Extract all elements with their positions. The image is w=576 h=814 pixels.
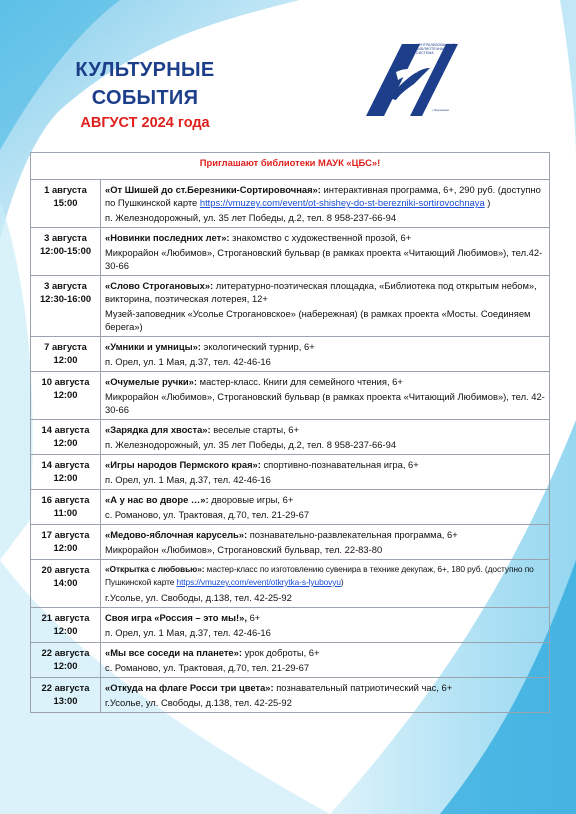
event-date-cell — [31, 608, 101, 643]
event-date-cell — [31, 180, 101, 228]
event-row — [31, 490, 550, 525]
event-location: п. Орел, ул. 1 Мая, д.37, тел. 42-46-16 — [105, 474, 271, 485]
event-info-cell — [101, 420, 550, 455]
event-description — [105, 279, 545, 305]
banner-text: Приглашают библиотеки МАУК «ЦБС»! — [31, 153, 550, 180]
event-info-cell — [101, 608, 550, 643]
event-details: дворовые игры, 6+ — [208, 494, 294, 505]
event-description — [105, 528, 545, 541]
event-title: «Откуда на флаге Росси три цвета»: — [105, 682, 274, 693]
event-info-cell — [101, 525, 550, 560]
event-location: Музей-заповедник «Усолье Строгановское» (набережная) (в рамках проекта «Мосты. Соединяем берега») — [105, 308, 531, 332]
event-time: 12:00 — [53, 354, 78, 365]
event-title: Своя игра «Россия – это мы!», — [105, 612, 247, 623]
event-details: 6+ — [246, 612, 261, 623]
event-date-cell — [31, 643, 101, 678]
event-date: 14 августа — [41, 424, 90, 435]
event-details: мастер-класс по изготовлению сувенира в технике декупаж, 6+, 180 руб. (доступно по Пушкинской карте — [105, 564, 534, 587]
event-date-cell — [31, 560, 101, 608]
event-time: 14:00 — [53, 577, 78, 588]
event-date: 14 августа — [41, 459, 90, 470]
event-location: Микрорайон «Любимов», Строгановский бульвар (в рамках проекта «Читающий Любимов»), тел. 42-30-66 — [105, 391, 545, 415]
event-date: 3 августа — [44, 280, 87, 291]
event-location: п. Орел, ул. 1 Мая, д.37, тел. 42-46-16 — [105, 627, 271, 638]
event-details-end: ) — [340, 577, 344, 587]
event-details: спортивно-познавательная игра, 6+ — [260, 459, 419, 470]
event-description — [105, 423, 545, 436]
event-time: 13:00 — [53, 695, 78, 706]
event-location: п. Орел, ул. 1 Мая, д.37, тел. 42-46-16 — [105, 356, 271, 367]
event-row — [31, 643, 550, 678]
event-description — [105, 493, 545, 506]
pushkin-card-link[interactable]: https://vmuzey.com/event/ot-shishey-do-st-berezniki-sortirovochnaya — [199, 197, 485, 208]
event-location: г.Усолье, ул. Свободы, д.138, тел. 42-25-92 — [105, 592, 292, 603]
event-time: 12:00 — [53, 625, 78, 636]
event-details-end: ) — [484, 197, 491, 208]
event-date: 21 августа — [41, 612, 90, 623]
event-date: 17 августа — [41, 529, 90, 540]
event-title: «А у нас во дворе …»: — [105, 494, 209, 505]
event-title: «Очумелые ручки»: — [105, 376, 198, 387]
event-row — [31, 228, 550, 276]
period-label: АВГУСТ 2024 года — [80, 115, 210, 131]
event-details: литературно-поэтическая площадка, «Библиотека под открытым небом», викторина, поэтическая лотерея, 12+ — [105, 280, 537, 304]
logo-city-text: г. Березники — [432, 108, 449, 112]
event-time: 12:00-15:00 — [39, 245, 92, 256]
event-info-cell — [101, 228, 550, 276]
title-line-2: СОБЫТИЯ — [91, 87, 199, 109]
event-time: 11:00 — [53, 507, 78, 518]
event-time: 15:00 — [53, 197, 78, 208]
event-date: 22 августа — [41, 682, 90, 693]
event-date-cell — [31, 372, 101, 420]
event-details: веселые старты, 6+ — [210, 424, 299, 435]
event-details: познавательный патриотический час, 6+ — [273, 682, 453, 693]
event-date-cell — [31, 490, 101, 525]
event-location: Микрорайон «Любимов», Строгановский бульвар, тел. 22-83-80 — [105, 544, 383, 555]
event-date-cell — [31, 525, 101, 560]
event-location: п. Железнодорожный, ул. 35 лет Победы, д.2, тел. 8 958-237-66-94 — [105, 439, 397, 450]
event-info-cell — [101, 180, 550, 228]
event-row — [31, 560, 550, 608]
events-table — [30, 152, 550, 713]
event-info-cell — [101, 643, 550, 678]
event-row — [31, 180, 550, 228]
event-date-cell — [31, 228, 101, 276]
event-description — [105, 375, 545, 388]
event-title: «Медово-яблочная карусель»: — [105, 529, 248, 540]
event-date-cell — [31, 678, 101, 713]
event-time: 12:30-16:00 — [39, 293, 92, 304]
banner-row — [31, 153, 550, 180]
event-details: урок доброты, 6+ — [241, 647, 320, 658]
event-title: «От Шишей до ст.Березники-Сортировочная»: — [105, 184, 321, 195]
event-time: 12:00 — [53, 389, 78, 400]
event-title: «Мы все соседи на планете»: — [105, 647, 242, 658]
event-details: знакомство с художественной прозой, 6+ — [229, 232, 412, 243]
pushkin-card-link[interactable]: https://vmuzey.com/event/otkrytka-s-lyubovyu — [176, 577, 341, 587]
event-details: познавательно-развлекательная программа, 6+ — [247, 529, 458, 540]
event-description — [105, 611, 545, 624]
event-date: 22 августа — [41, 647, 90, 658]
event-description — [105, 458, 545, 471]
event-description — [105, 231, 545, 244]
event-date-cell — [31, 276, 101, 337]
event-date: 10 августа — [41, 376, 90, 387]
event-title: «Игры народов Пермского края»: — [105, 459, 261, 470]
event-date: 16 августа — [41, 494, 90, 505]
event-info-cell — [101, 276, 550, 337]
event-row — [31, 678, 550, 713]
event-info-cell — [101, 560, 550, 608]
event-date: 7 августа — [44, 341, 87, 352]
event-title: «Открытка с любовью»: — [105, 564, 205, 574]
event-row — [31, 525, 550, 560]
event-details: мастер-класс. Книги для семейного чтения, 6+ — [197, 376, 403, 387]
event-location: г.Усолье, ул. Свободы, д.138, тел. 42-25-92 — [105, 697, 292, 708]
event-row — [31, 372, 550, 420]
event-date-cell — [31, 337, 101, 372]
event-details: интерактивная программа, 6+, 290 руб. (доступно по Пушкинской карте — [105, 184, 541, 208]
event-row — [31, 608, 550, 643]
event-location: с. Романово, ул. Трактовая, д.70, тел. 21-29-67 — [105, 662, 310, 673]
event-description — [105, 563, 545, 589]
event-description — [105, 646, 545, 659]
event-date-cell — [31, 420, 101, 455]
event-description — [105, 340, 545, 353]
event-date-cell — [31, 455, 101, 490]
event-date: 1 августа — [44, 184, 87, 195]
event-date: 3 августа — [44, 232, 87, 243]
event-title: «Новинки последних лет»: — [105, 232, 230, 243]
event-title: «Умники и умницы»: — [105, 341, 201, 352]
event-time: 12:00 — [53, 542, 78, 553]
event-location: п. Железнодорожный, ул. 35 лет Победы, д.2, тел. 8 958-237-66-94 — [105, 212, 397, 223]
event-description — [105, 183, 545, 209]
event-title: «Зарядка для хвоста»: — [105, 424, 211, 435]
event-time: 12:00 — [53, 437, 78, 448]
event-time: 12:00 — [53, 660, 78, 671]
logo-org-text: ЦЕНТРАЛИЗОВАННАЯ БИБЛИОТЕЧНАЯ СИСТЕМА — [416, 43, 456, 56]
event-row — [31, 337, 550, 372]
event-info-cell — [101, 372, 550, 420]
event-location: с. Романово, ул. Трактовая, д.70, тел. 21-29-67 — [105, 509, 310, 520]
event-description — [105, 681, 545, 694]
title-line-1: КУЛЬТУРНЫЕ — [75, 59, 215, 81]
event-time: 12:00 — [53, 472, 78, 483]
event-row — [31, 455, 550, 490]
event-date: 20 августа — [41, 564, 90, 575]
event-info-cell — [101, 337, 550, 372]
event-info-cell — [101, 490, 550, 525]
event-title: «Слово Строгановых»: — [105, 280, 214, 291]
event-info-cell — [101, 678, 550, 713]
page-header — [50, 56, 240, 131]
event-details: экологический турнир, 6+ — [200, 341, 315, 352]
event-info-cell — [101, 455, 550, 490]
event-location: Микрорайон «Любимов», Строгановский бульвар (в рамках проекта «Читающий Любимов»), тел.42-30-66 — [105, 247, 543, 271]
event-row — [31, 420, 550, 455]
event-row — [31, 276, 550, 337]
